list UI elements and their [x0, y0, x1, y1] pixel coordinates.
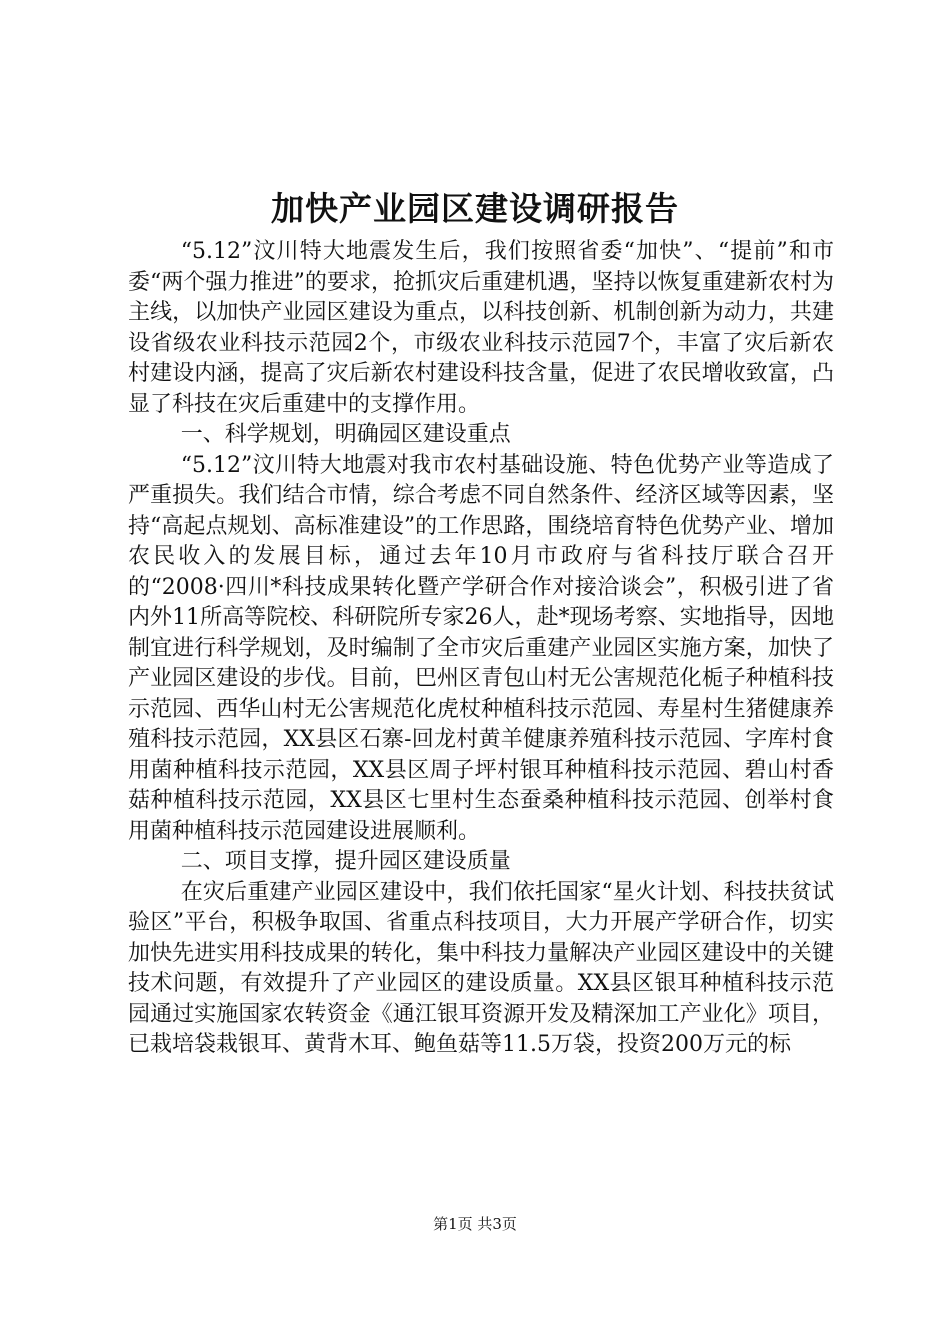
document-body: [128, 237, 834, 1061]
page-footer: 第1页 共3页: [433, 1215, 517, 1233]
paragraph-section-2: 在灾后重建产业园区建设中，我们依托国家“星火计划、科技扶贫试验区”平台，积极争取国、省重点科技项目，大力开展产学研合作，切实加快先进实用科技成果的转化，集中科技力量解决产业园区建设中的关键技术问题，有效提升了产业园区的建设质量。XX县区银耳种植科技示范园通过实施国家农转资金《通江银耳资源开发及精深加工产业化》项目，已栽培袋栽银耳、黄背木耳、鲍鱼菇等11.5万袋，投资200万元的标: [128, 879, 834, 1057]
paragraph-intro: “5.12”汶川特大地震发生后，我们按照省委“加快”、“提前”和市委“两个强力推进”的要求，抢抓灾后重建机遇，坚持以恢复重建新农村为主线，以加快产业园区建设为重点，以科技创新、机制创新为动力，共建设省级农业科技示范园2个，市级农业科技示范园7个，丰富了灾后新农村建设内涵，提高了灾后新农村建设科技含量，促进了农民增收致富，凸显了科技在灾后重建中的支撑作用。: [128, 239, 834, 417]
section-heading-2: 二、项目支撑，提升园区建设质量: [180, 849, 511, 874]
document-title: 加快产业园区建设调研报告: [271, 189, 679, 228]
section-heading-1: 一、科学规划，明确园区建设重点: [180, 422, 511, 447]
paragraph-section-1: “5.12”汶川特大地震对我市农村基础设施、特色优势产业等造成了严重损失。我们结合市情，综合考虑不同自然条件、经济区域等因素，坚持“高起点规划、高标准建设”的工作思路，围绕培育特色优势产业、增加农民收入的发展目标，通过去年10月市政府与省科技厅联合召开的“2008·四川*科技成果转化暨产学研合作对接洽谈会”，积极引进了省内外11所高等院校、科研院所专家26人，赴*现场考察、实地指导，因地制宜进行科学规划，及时编制了全市灾后重建产业园区实施方案，加快了产业园区建设的步伐。目前，巴州区青包山村无公害规范化栀子种植科技示范园、西华山村无公害规范化虎杖种植科技示范园、寿星村生猪健康养殖科技示范园，XX县区石寨-回龙村黄羊健康养殖科技示范园、字库村食用菌种植科技示范园，XX县区周子坪村银耳种植科技示范园、碧山村香菇种植科技示范园，XX县区七里村生态蚕桑种植科技示范园、创举村食用菌种植科技示范园建设进展顺利。: [128, 452, 834, 844]
